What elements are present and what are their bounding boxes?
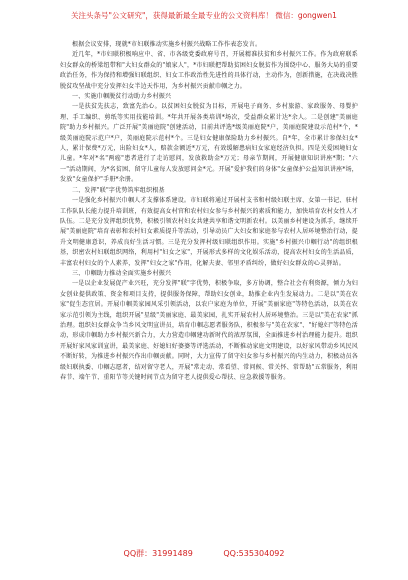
paragraph-section-2: 一是强化乡村振兴巾帼人才支撑体系建设。市妇联将通过开展村支书和村级妇联主席、女第一书记、驻村工作队队长能力提升培训班，有效提高女村官和农村妇女参与乡村振兴的素质和能力，加快培育农村女性人才队伍。二是充分发挥组织优势，积极引领农村妇女共建共享和谐文明新农村。以美丽乡村建设为抓手，继续开展"美丽庭院"培育表彰和农村妇女素质提升等活动，引导动员广大妇女和家庭参与农村人居环境整治行动，提升文明健康意识，养成良好生活习惯。三是充分发挥村级妇联组织作用。实施"乡村振兴巾帼行动"的组织根基，织密农村妇联组织网络，利用村"妇女之家"，开展形式多样的文化娱乐活动，提高农村妇女的生活品质，丰富农村妇女的个人素养，发挥"妇女之家"作用，化解夫妻、邻里矛盾纠纷，做好妇女群众的心灵驿站。 <box>60 197 358 267</box>
section-heading-3: 三、巾帼助力推动全面实施乡村振兴 <box>72 269 172 277</box>
paragraph-section-3: 一是以企业发展促产业兴旺，充分发挥"联"字优势，积极争取，多方协调，整合社会有利资源，倾力为妇女创业提供政策、资金和项目支持，提供服务保障，帮助妇女创业，助推企业内生发展动力。二是以"美在农家"促生态宜居。开展巾帼美家园风采引领活动，以农户家庭为单位，开展"美丽家庭"等特色活动，以美在农家示范引领为主线，组织开展"星级"美丽家庭、最美家园，扎实开展农村人居环境整治。三是以"美在农家"抓治理。组织妇女群众争当乡风文明宣讲员，培育巾帼志愿者服务队，积极参与"美在农家"、"好媳妇"等特色活动，形成巾帼助力乡村振兴新合力，大力营造巾帼建功新时代的浓厚氛围，全面推进乡村治理能力提升。组织开展好家风家训宣讲，最美家庭、好媳妇好婆婆等评选活动，不断推动家庭文明建设，以好家风带动乡风民风不断好转，为推进乡村振兴作出巾帼贡献。同时，大力宣传了留守妇女参与乡村振兴的内生动力，积极动员各级妇联执委、巾帼志愿者，结对留守老人，开展"常走动、常看望、常问候、常关怀、常帮助"五常服务，利用春节、端午节、重阳节等关键时间节点为留守老人提供爱心帮扶、应急救援等服务。 <box>60 280 358 381</box>
footer-contacts <box>0 548 408 559</box>
section-heading-1: 一、实施巾帼脱贫行动助力乡村振兴 <box>72 93 172 101</box>
paragraph-background: 近几年，*市妇联积极响应中、省、市各级党委政府号召，开展精准扶贫和乡村振兴工作。作为政府联系妇女群众的桥梁纽带和"大妇女群众的"娘家人"，*市妇联把帮助贫困妇女脱贫作为围绕中心、服务大局的重要政治任务，作为保持和增强妇联组织、妇女工作政治性先进性的具体行动，主动作为，创新措施，在决战决胜脱贫攻坚战中充分发挥妇女半边天作用，为乡村振兴贡献巾帼之力。 <box>60 51 358 90</box>
paragraph-intro: 根据会议安排，现就*市妇联推动实施乡村振兴战略工作作表态发言。 <box>72 41 262 48</box>
paragraph-section-1: 一是扶贫先扶志，致富先治心。以贫困妇女脱贫为目标，开展电子商务、乡村旅游、家政服务、母婴护理、手工编织、剪纸等实用技能培训。*年共开展各类培训*场次，受益群众累计达*余人。二是创建"美丽庭院"助力乡村振兴。广泛开展"美丽庭院"创建活动，目前共评选*级美丽庭院*户，美丽庭院建设示范村*个，*级美丽庭院示范户*户，美丽庭院示范村*个。三是妇女健康保险助力乡村振兴。自*年，全市累计参保妇女*人，累计保费*万元，出险妇女*人，赔款金额近*万元，有效缓解患病妇女家庭经济负担。四是关爱困境妇女儿童。*年对*名"两癌"患者进行了走访慰问，发放救助金*万元；母亲节期间，开展健康知识讲座*期；"六一"活动期间，为*名贫困、留守儿童每人发放慰问金*元。开展"爱护我们的身体"女童保护公益知识讲座*场，发放"女童保护"手册*余册。 <box>60 103 358 184</box>
header-banner: 关注头条号"公文研究"，获得最新最全最专业的公文资料库！ 微信：gongwen1 <box>71 11 337 20</box>
footer-qq-group: QQ群：31991489 <box>123 549 193 558</box>
footer-qq: QQ:535304092 <box>223 549 285 558</box>
document-body <box>60 40 358 383</box>
section-heading-2: 二、发挥"联"字优势筑牢组织根基 <box>72 186 165 194</box>
